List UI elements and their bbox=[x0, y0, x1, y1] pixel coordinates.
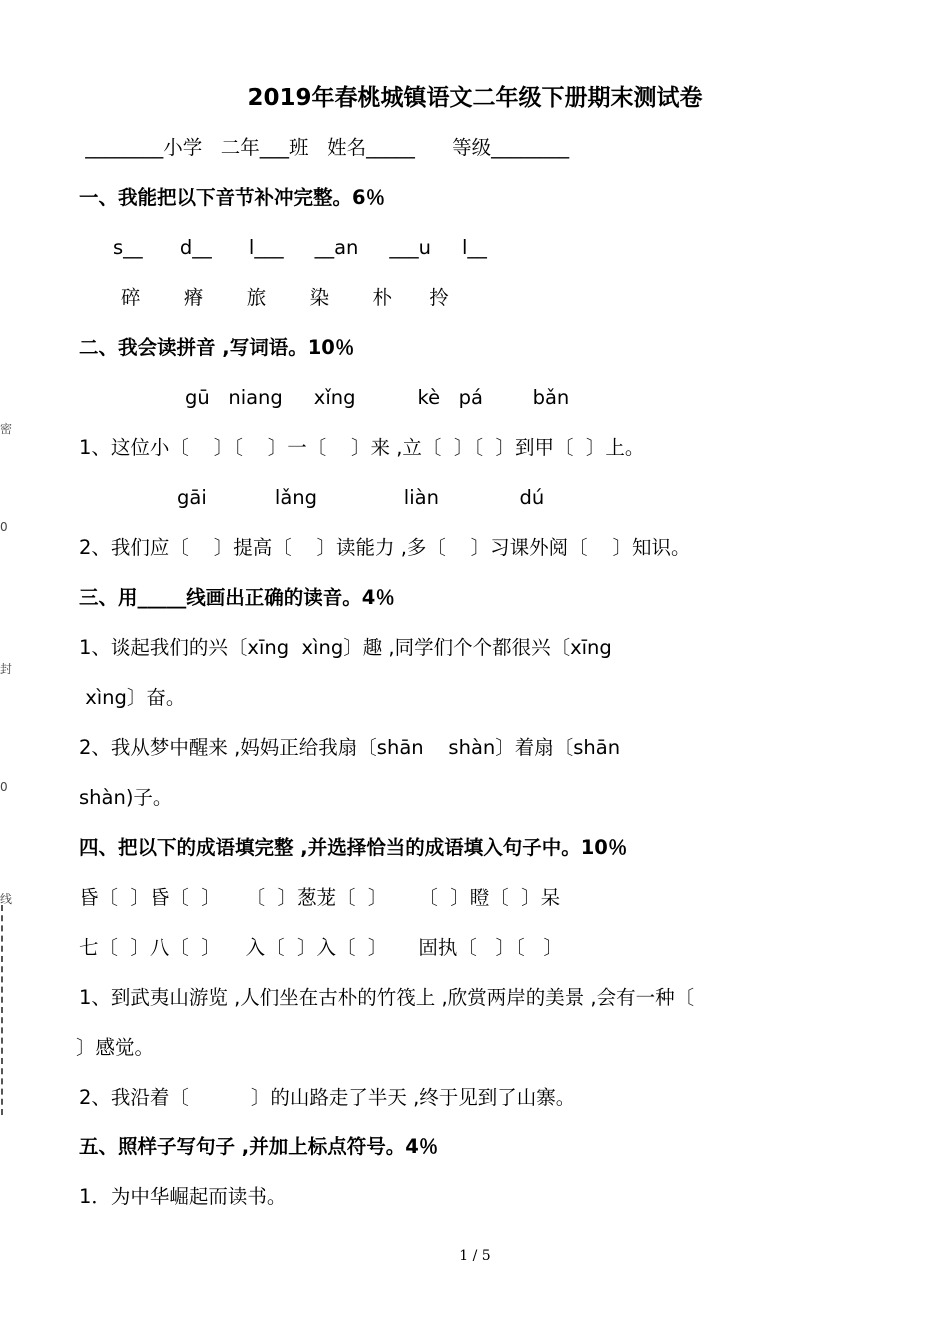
section-4-heading: 四、把以下的成语填完整 ,并选择恰当的成语填入句子中。10％ bbox=[79, 836, 628, 859]
page-number: 1 / 5 bbox=[459, 1248, 491, 1264]
margin-mark: 封 bbox=[0, 662, 13, 676]
page-title: 2019年春桃城镇语文二年级下册期末测试卷 bbox=[247, 85, 703, 111]
section-2-heading: 二、我会读拼音 ,写词语。10％ bbox=[79, 336, 355, 359]
section-2-question-2: 2、我们应〔 〕提高〔 〕读能力 ,多〔 〕习课外阅〔 〕知识。 bbox=[79, 536, 691, 559]
section-4-question-1: 1、到武夷山游览 ,人们坐在古朴的竹筏上 ,欣赏两岸的美景 ,会有一种〔 bbox=[79, 986, 695, 1009]
section-2-pinyin-2: gāi lǎng liàn dú bbox=[177, 486, 545, 509]
section-3-question-1: 1、谈起我们的兴〔xīng xìng〕趣 ,同学们个个都很兴〔xīng bbox=[79, 636, 612, 659]
section-5-heading: 五、照样子写句子 ,并加上标点符号。4％ bbox=[79, 1135, 439, 1158]
section-3-question-2: 2、我从梦中醒来 ,妈妈正给我扇〔shān shàn〕着扇〔shān bbox=[79, 736, 621, 759]
margin-mark: 线 bbox=[0, 892, 13, 906]
section-1-chars: 碎 瘠 旅 染 朴 拎 bbox=[121, 286, 449, 309]
section-4-idioms-row-2: 七〔 〕八〔 〕 入〔 〕入〔 〕 固执〔 〕〔 〕 bbox=[79, 936, 563, 959]
section-2-question-1: 1、这位小〔 〕〔 〕一〔 〕来 ,立〔 〕〔 〕到甲〔 〕上。 bbox=[79, 436, 645, 459]
section-1-syllables: s__ d__ l___ __an ___u l__ bbox=[113, 236, 487, 259]
section-4-idioms-row-1: 昏〔 〕昏〔 〕 〔 〕葱茏〔 〕 〔 〕瞪〔 〕呆 bbox=[79, 886, 561, 909]
section-5-question-1: 1．为中华崛起而读书。 bbox=[79, 1185, 287, 1208]
section-2-pinyin-1: gū niang xǐng kè pá bǎn bbox=[185, 386, 570, 409]
section-3-heading: 三、用_____线画出正确的读音。4％ bbox=[79, 586, 395, 609]
section-3-question-2-cont: shàn)子。 bbox=[79, 786, 173, 809]
margin-mark: 密 bbox=[0, 422, 13, 436]
margin-mark: 0 bbox=[0, 780, 8, 794]
section-4-question-2: 2、我沿着〔 〕的山路走了半天 ,终于见到了山寨。 bbox=[79, 1086, 576, 1109]
student-info-line: ________小学 二年___班 姓名_____ 等级________ bbox=[79, 136, 570, 159]
section-3-question-1-cont: xìng〕奋。 bbox=[79, 686, 186, 709]
section-1-heading: 一、我能把以下音节补冲完整。6％ bbox=[79, 186, 386, 209]
margin-mark: 0 bbox=[0, 520, 8, 534]
binding-dashed-line bbox=[1, 905, 3, 1115]
section-4-question-1-cont: 〕感觉。 bbox=[76, 1036, 155, 1059]
